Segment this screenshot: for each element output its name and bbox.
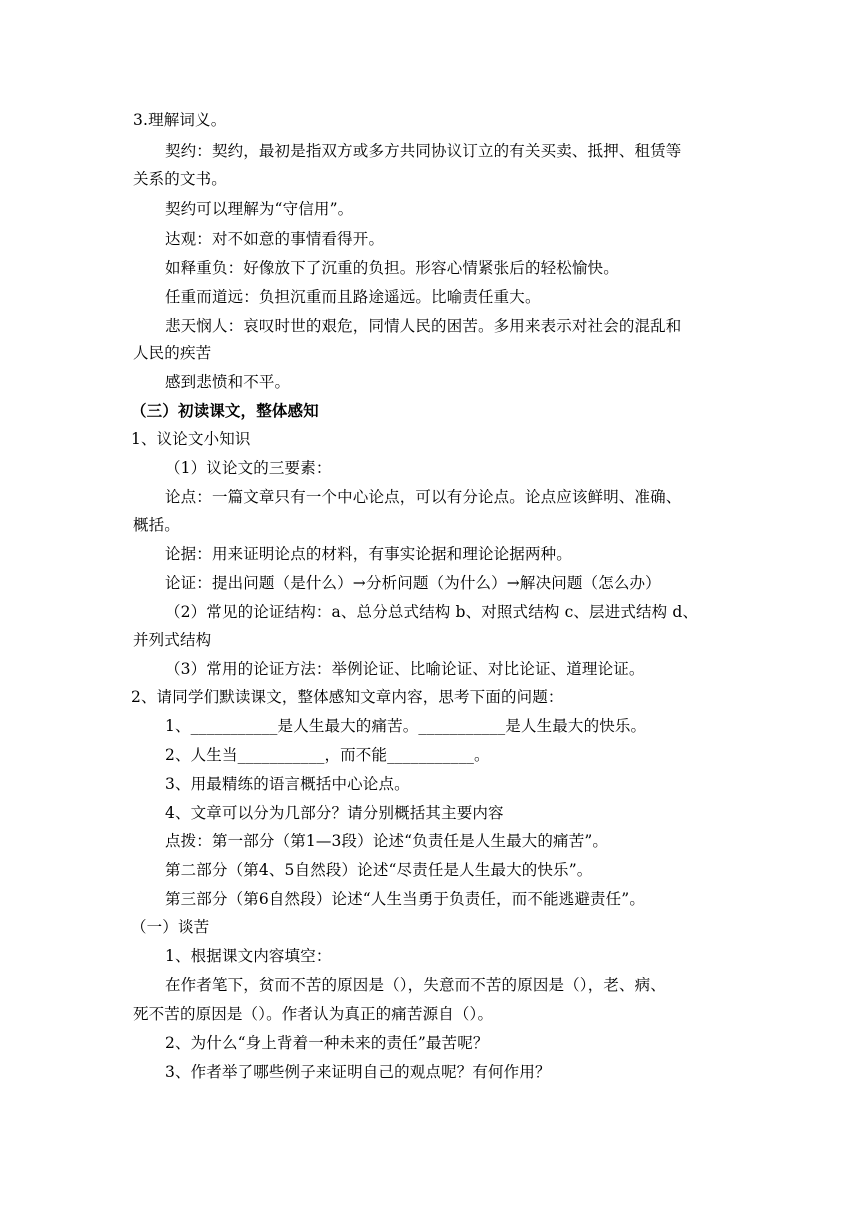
question-line: 1、根据课文内容填空：: [165, 947, 332, 965]
section-heading-first-reading: （三）初读课文，整体感知: [131, 401, 319, 420]
paragraph-line: 论证：提出问题（是什么）→分析问题（为什么）→解决问题（怎么办）: [165, 574, 661, 592]
question-line: 2、人生当___________，而不能___________。: [165, 746, 490, 764]
paragraph-line: 契约可以理解为“守信用”。: [165, 200, 354, 218]
paragraph-line: 关系的文书。: [133, 170, 227, 188]
subheading-line: 1、议论文小知识: [131, 430, 251, 448]
paragraph-line: 在作者笔下，贫而不苦的原因是（），失意而不苦的原因是（），老、病、: [165, 976, 666, 994]
paragraph-line: 达观：对不如意的事情看得开。: [165, 230, 385, 248]
paragraph-line: 概括。: [133, 516, 180, 534]
paragraph-line: 感到悲愤和不平。: [165, 373, 291, 391]
paragraph-line: 点拨：第一部分（第1—3段）论述“负责任是人生最大的痛苦”。: [165, 832, 609, 850]
paragraph-line: 第三部分（第6自然段）论述“人生当勇于负责任，而不能逃避责任”。: [165, 890, 646, 908]
section-heading-vocabulary: 3.理解词义。: [133, 111, 227, 129]
paragraph-line: （1）议论文的三要素：: [165, 459, 332, 477]
paragraph-line: 契约：契约，最初是指双方或多方共同协议订立的有关买卖、抵押、租赁等: [165, 142, 682, 160]
paragraph-line: 任重而道远：负担沉重而且路途遥远。比喻责任重大。: [165, 288, 541, 306]
paragraph-line: 人民的疾苦: [133, 344, 212, 362]
paragraph-line: 论据：用来证明论点的材料，有事实论据和理论论据两种。: [165, 545, 572, 563]
paragraph-line: 论点：一篇文章只有一个中心论点，可以有分论点。论点应该鲜明、准确、: [165, 488, 682, 506]
paragraph-line: （2）常见的论证结构：a、总分总式结构 b、对照式结构 c、层进式结构 d、: [165, 603, 699, 621]
paragraph-line: 死不苦的原因是（）。作者认为真正的痛苦源自（）。: [133, 1005, 494, 1023]
paragraph-line: 如释重负：好像放下了沉重的负担。形容心情紧张后的轻松愉快。: [165, 259, 619, 277]
question-line: 4、文章可以分为几部分？请分别概括其主要内容: [165, 804, 504, 822]
subheading-line: 2、请同学们默读课文，整体感知文章内容，思考下面的问题：: [131, 688, 564, 706]
paragraph-line: 第二部分（第4、5自然段）论述“尽责任是人生最大的快乐”。: [165, 861, 593, 879]
paragraph-line: 悲天悯人：哀叹时世的艰危，同情人民的困苦。多用来表示对社会的混乱和: [165, 317, 682, 335]
paragraph-line: （3）常用的论证方法：举例论证、比喻论证、对比论证、道理论证。: [165, 660, 645, 678]
paragraph-line: 并列式结构: [133, 631, 212, 649]
question-line: 2、为什么“身上背着一种未来的责任”最苦呢？: [165, 1034, 489, 1052]
question-line: 1、___________是人生最大的痛苦。___________是人生最大的快乐。: [165, 717, 647, 735]
question-line: 3、作者举了哪些例子来证明自己的观点呢？有何作用？: [165, 1063, 551, 1081]
question-line: 3、用最精练的语言概括中心论点。: [165, 775, 410, 793]
subheading-line: （一）谈苦: [131, 918, 210, 936]
